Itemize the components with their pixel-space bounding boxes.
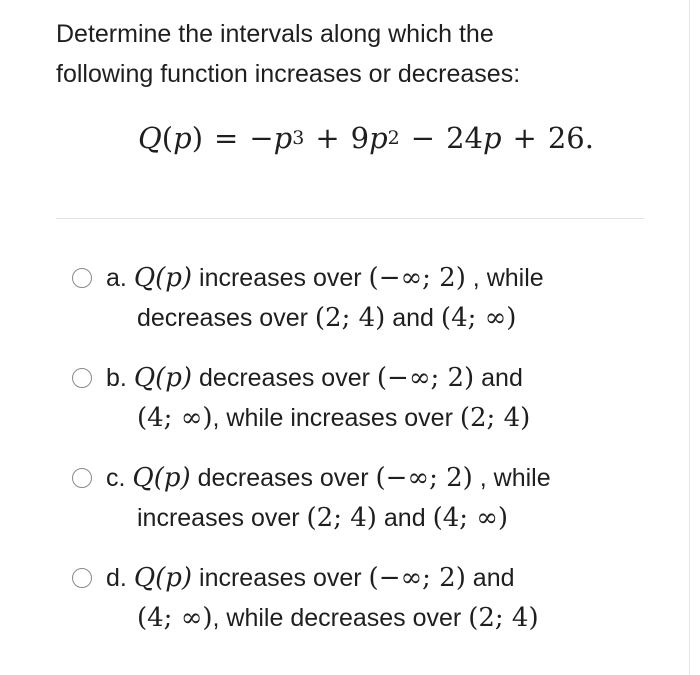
formula-close-paren: ) bbox=[191, 121, 204, 155]
radio-button-c[interactable] bbox=[72, 468, 92, 488]
formula-coef-24: 24 bbox=[446, 121, 483, 155]
option-text: , while increases over bbox=[212, 404, 453, 432]
option-text: decreases over bbox=[199, 364, 370, 392]
formula-period: . bbox=[584, 121, 594, 155]
option-letter: b. bbox=[106, 364, 127, 392]
answer-option-a[interactable] bbox=[72, 258, 672, 342]
option-interval: (−∞; 2) bbox=[368, 563, 466, 593]
option-interval: (2; 4) bbox=[468, 603, 539, 633]
radio-button-a[interactable] bbox=[72, 268, 92, 288]
option-text-d[interactable] bbox=[106, 558, 646, 638]
formula-term-p: p bbox=[273, 121, 293, 155]
option-interval: (2; 4) bbox=[306, 503, 377, 533]
option-text: and bbox=[392, 304, 434, 332]
option-text: , while decreases over bbox=[212, 604, 462, 632]
card-edge bbox=[689, 0, 690, 675]
formula-minus-sign: − bbox=[410, 121, 436, 155]
option-interval: (4; ∞) bbox=[137, 603, 213, 633]
option-interval: (−∞; 2) bbox=[376, 363, 475, 393]
option-text-b[interactable] bbox=[106, 358, 646, 438]
answer-option-b[interactable] bbox=[72, 358, 672, 442]
option-text: and bbox=[472, 564, 515, 592]
formula-plus-sign: + bbox=[315, 121, 340, 155]
formula-term-p: p bbox=[369, 121, 388, 155]
function-formula: Q ( p ) = − p 3 + 9 p 2 − 24 p + 26 . bbox=[138, 121, 594, 155]
option-text: decreases over bbox=[197, 464, 369, 492]
option-function: Q(p) bbox=[133, 263, 193, 293]
formula-variable: p bbox=[173, 121, 192, 155]
option-interval: (4; ∞) bbox=[432, 503, 509, 533]
section-divider bbox=[56, 218, 644, 219]
option-letter: c. bbox=[106, 464, 126, 492]
option-text-a[interactable] bbox=[106, 258, 646, 338]
formula-plus-sign: + bbox=[512, 121, 537, 155]
option-letter: a. bbox=[106, 264, 127, 292]
option-function: Q(p) bbox=[133, 563, 193, 593]
option-interval: (4; ∞) bbox=[137, 403, 213, 433]
option-text: increases over bbox=[137, 504, 300, 532]
formula-function-name: Q bbox=[138, 121, 162, 155]
question-text bbox=[56, 14, 656, 94]
option-text: increases over bbox=[199, 264, 362, 292]
option-text: decreases over bbox=[137, 304, 308, 332]
answer-option-c[interactable] bbox=[72, 458, 672, 542]
option-text: , while bbox=[479, 464, 551, 492]
option-text: and bbox=[481, 364, 523, 392]
option-text: and bbox=[383, 504, 426, 532]
question-line-2: following function increases or decreases: bbox=[56, 60, 521, 88]
option-letter: d. bbox=[106, 564, 127, 592]
question-line-1: Determine the intervals along which the bbox=[56, 20, 494, 48]
formula-open-paren: ( bbox=[161, 121, 174, 155]
formula-coef-9: 9 bbox=[350, 121, 370, 155]
option-function: Q(p) bbox=[132, 463, 191, 493]
option-interval: (2; 4) bbox=[459, 403, 531, 433]
formula-term-p: p bbox=[482, 121, 502, 155]
formula-minus-sign: − bbox=[249, 121, 274, 155]
radio-button-b[interactable] bbox=[72, 368, 92, 388]
formula-equals: = bbox=[214, 121, 239, 155]
option-text: increases over bbox=[199, 564, 362, 592]
radio-button-d[interactable] bbox=[72, 568, 92, 588]
formula-constant: 26 bbox=[547, 121, 585, 155]
answer-option-d[interactable] bbox=[72, 558, 672, 642]
option-interval: (−∞; 2) bbox=[375, 463, 473, 493]
option-interval: (−∞; 2) bbox=[368, 263, 466, 293]
option-function: Q(p) bbox=[133, 363, 193, 393]
option-text: , while bbox=[472, 264, 544, 292]
option-interval: (2; 4) bbox=[314, 303, 386, 333]
option-text-c[interactable] bbox=[106, 458, 646, 538]
option-interval: (4; ∞) bbox=[440, 303, 517, 333]
